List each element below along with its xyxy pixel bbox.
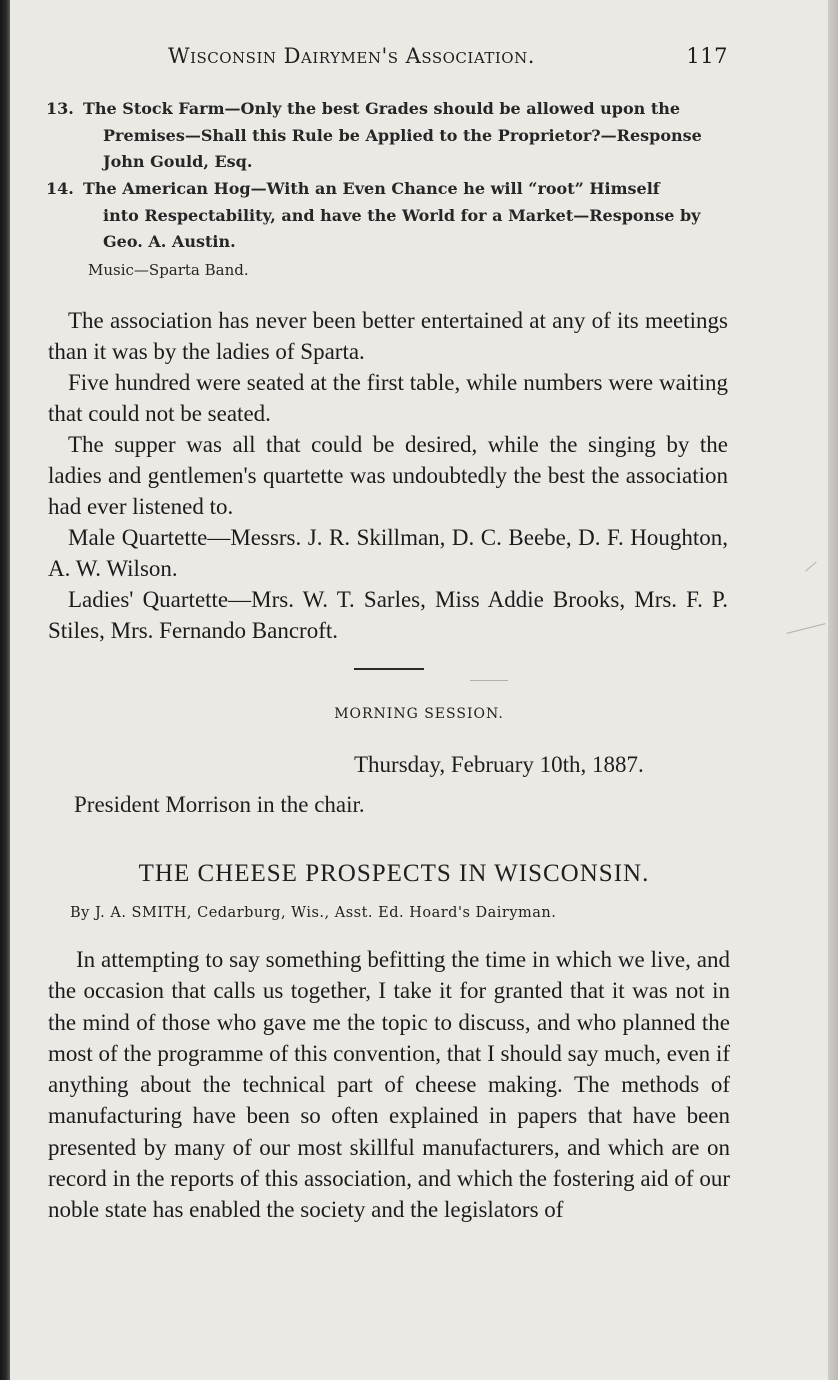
music-line: Music—Sparta Band. [88, 261, 249, 279]
toast-line: into Respectability, and have the World for a Market—Response by [103, 205, 701, 225]
paragraph: The supper was all that could be desired, while the singing by the ladies and gentlemen's quartette was undoubtedly the best the association had ever listened to. [48, 432, 728, 519]
paragraph: Ladies' Quartette—Mrs. W. T. Sarles, Miss Addie Brooks, Mrs. F. P. Stiles, Mrs. Fernando Bancroft. [48, 587, 728, 643]
running-head-title: Wisconsin Dairymen's Association. [168, 44, 535, 68]
toast-line: Premises—Shall this Rule be Applied to the Proprietor?—Response [103, 125, 702, 145]
toast-line: The Stock Farm—Only the best Grades should be allowed upon the [83, 99, 681, 118]
paragraph: Five hundred were seated at the first table, while numbers were waiting that could not be seated. [48, 370, 728, 426]
toast-item-13 [46, 96, 702, 176]
page-right-edge [828, 0, 838, 1380]
toast-item-14 [46, 176, 701, 256]
page-number: 117 [686, 44, 728, 68]
paragraph: The association has never been better entertained at any of its meetings than it was by the ladies of Sparta. [48, 308, 728, 364]
session-date: Thursday, February 10th, 1887. [354, 752, 644, 777]
session-heading: MORNING SESSION. [334, 706, 504, 722]
chair-line: President Morrison in the chair. [74, 792, 365, 817]
margin-mark [470, 680, 508, 681]
section-divider [354, 668, 424, 670]
paper-title: THE CHEESE PROSPECTS IN WISCONSIN. [138, 860, 650, 887]
toast-line: The American Hog—With an Even Chance he will “root” Himself [83, 179, 660, 198]
book-spine-edge [0, 0, 10, 1380]
running-head [168, 44, 728, 68]
toast-line: Geo. A. Austin. [103, 232, 236, 251]
toast-number: 13. [46, 99, 74, 118]
byline: By J. A. SMITH, Cedarburg, Wis., Asst. Ed. Hoard's Dairyman. [70, 905, 557, 921]
toast-number: 14. [46, 179, 74, 198]
toast-line: John Gould, Esq. [103, 152, 253, 171]
paragraph: In attempting to say something befitting the time in which we live, and the occasion that calls us together, I take it for granted that it was not in the mind of those who gave me the topic to discuss, and who planned the most of the programme of this convention, that I should say much, even if anything about the technical part of cheese making. The methods of manufacturing have been so often explained in papers that have been presented by many of our most skillful manufacturers, and which are on record in the reports of this association, and which the fostering aid of our noble state has enabled the society and the legislators of [48, 947, 730, 1223]
paragraph: Male Quartette—Messrs. J. R. Skillman, D. C. Beebe, D. F. Houghton, A. W. Wilson. [48, 525, 728, 581]
report-paragraphs [48, 305, 728, 646]
paper-body [48, 944, 730, 1226]
